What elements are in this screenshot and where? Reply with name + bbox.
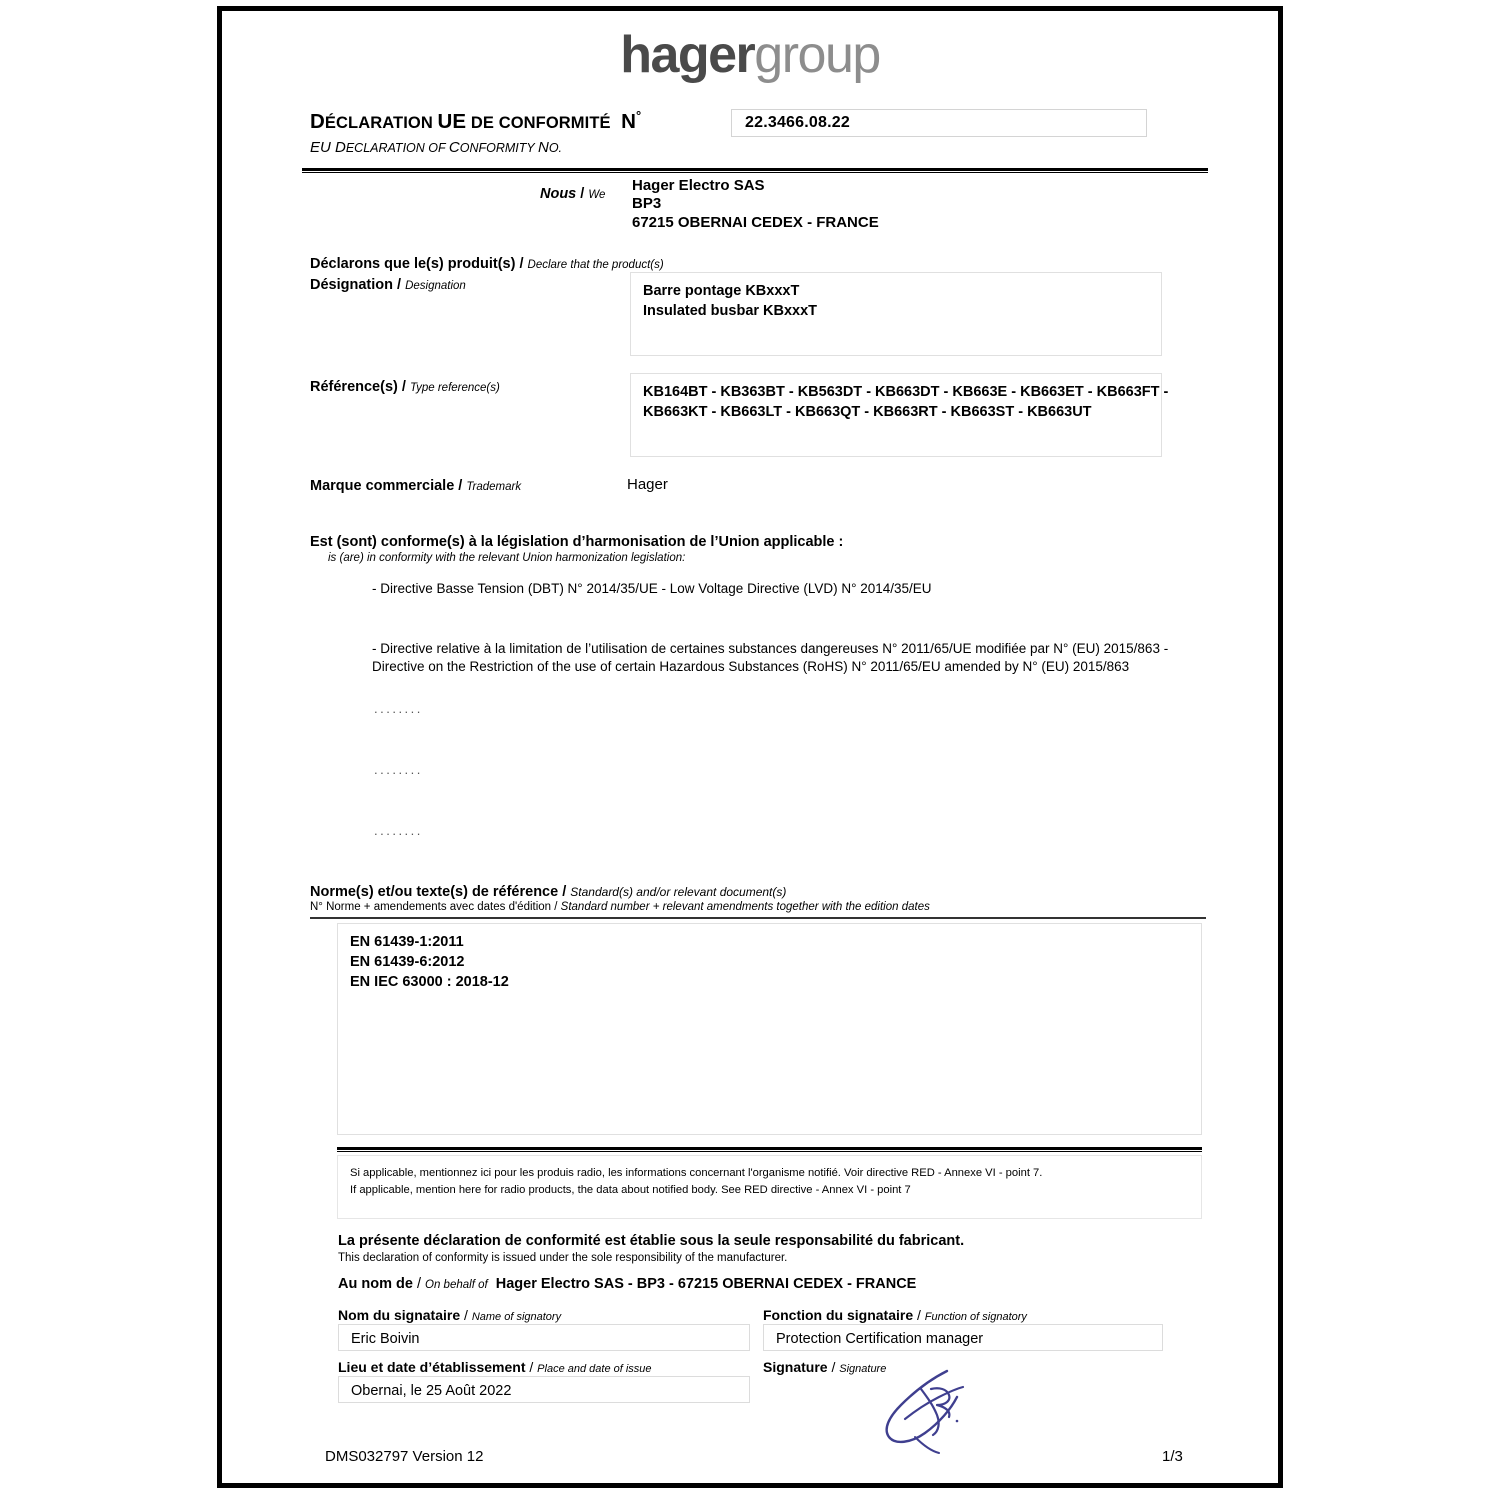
on-behalf-value: Hager Electro SAS - BP3 - 67215 OBERNAI CEDEX - FRANCE: [495, 1276, 917, 1292]
document-page: [217, 6, 1283, 1488]
label-designation-fr: Désignation: [310, 277, 393, 293]
directive-lvd-line: - Directive Basse Tension (DBT) N° 2014/35/UE - Low Voltage Directive (LVD) N° 2014/35/EU: [372, 581, 932, 596]
label-signature-en: Signature: [839, 1363, 887, 1375]
standards-subheading-en: Standard number + relevant amendments together with the edition dates: [560, 901, 930, 913]
label-place-date-en: Place and date of issue: [537, 1363, 652, 1375]
label-declare-products-en: Declare that the product(s): [527, 259, 664, 271]
manufacturer-address: [632, 177, 879, 232]
label-signatory-name-fr: Nom du signataire: [338, 1307, 461, 1323]
signatory-function-field[interactable]: [763, 1324, 1163, 1351]
standards-values: [350, 932, 509, 992]
standard-line: EN 61439-6:2012: [350, 954, 465, 970]
conformity-heading-en: is (are) in conformity with the relevant Union harmonization legislation:: [328, 552, 686, 564]
declaration-number-field[interactable]: [731, 109, 1147, 137]
manufacturer-address-line: Hager Electro SAS: [632, 177, 765, 194]
declaration-number-value: 22.3466.08.22: [745, 114, 850, 131]
directive-rohs-line: Directive on the Restriction of the use of certain Hazardous Substances (RoHS) N° 2011/65/EU amended by N° (EU) 2015/863: [372, 659, 1130, 674]
directive-placeholder-1: ........: [374, 701, 423, 716]
standards-heading: Norme(s) et/ou texte(s) de référence / Standard(s) and/or relevant document(s): [310, 884, 787, 900]
conformity-heading-fr: Est (sont) conforme(s) à la législation d’harmonisation de l’Union applicable :: [310, 534, 844, 550]
reference-line: KB663KT - KB663LT - KB663QT - KB663RT - KB663ST - KB663UT: [643, 404, 1092, 420]
label-designation-en: Designation: [405, 280, 466, 292]
notified-body-field[interactable]: [337, 1155, 1202, 1219]
footer-page-number: 1/3: [1162, 1448, 1183, 1465]
page-title-en: EU DECLARATION OF CONFORMITY NO.: [310, 139, 563, 156]
on-behalf-label-en: On behalf of: [425, 1279, 488, 1291]
label-reference-fr: Référence(s): [310, 379, 398, 395]
label-signatory-function-en: Function of signatory: [924, 1311, 1027, 1323]
responsibility-statement-fr: La présente déclaration de conformité est établie sous la seule responsabilité du fabricant.: [338, 1233, 965, 1249]
standard-line: EN 61439-1:2011: [350, 934, 464, 950]
standards-heading-fr: Norme(s) et/ou texte(s) de référence: [310, 884, 559, 900]
signatory-function-value: Protection Certification manager: [776, 1331, 984, 1347]
directive-lvd: [372, 580, 1212, 598]
reference-line: KB164BT - KB363BT - KB563DT - KB663DT - KB663E - KB663ET - KB663FT -: [643, 384, 1169, 400]
notified-body-note-en: If applicable, mention here for radio products, the data about notified body. See RED directive - Annex VI - point 7: [350, 1184, 911, 1196]
standards-heading-en: Standard(s) and/or relevant document(s): [570, 885, 787, 899]
label-trademark-fr: Marque commerciale: [310, 478, 455, 494]
designation-values: [643, 281, 817, 321]
manufacturer-address-line: 67215 OBERNAI CEDEX - FRANCE: [632, 213, 879, 231]
reference-values: [643, 382, 1168, 422]
hager-group-logo: [222, 26, 1278, 84]
place-date-field[interactable]: [338, 1376, 750, 1403]
directive-placeholder-2: ........: [374, 762, 423, 777]
designation-line: Insulated busbar KBxxxT: [643, 303, 818, 319]
label-designation: Désignation / Designation: [310, 277, 466, 293]
notified-body-note-fr: Si applicable, mentionnez ici pour les produis radio, les informations concernant l'organisme notifié. Voir directive RED - Annexe VI - point 7.: [350, 1167, 1043, 1179]
manufacturer-address-line: BP3: [632, 195, 662, 213]
signatory-name-value: Eric Boivin: [351, 1331, 420, 1347]
designation-line: Barre pontage KBxxxT: [643, 283, 800, 299]
label-signature: Signature / Signature: [763, 1359, 887, 1375]
label-signature-fr: Signature: [763, 1359, 828, 1375]
standards-divider: [310, 917, 1206, 919]
trademark-value: Hager: [627, 476, 668, 493]
label-reference: Référence(s) / Type reference(s): [310, 379, 500, 395]
page-title-fr: DÉCLARATION UE DE CONFORMITÉ N°: [310, 108, 642, 133]
label-place-date-fr: Lieu et date d’établissement: [338, 1359, 526, 1375]
reference-field[interactable]: [630, 373, 1169, 457]
standards-field[interactable]: [337, 923, 1202, 1135]
label-signatory-name: Nom du signataire / Name of signatory: [338, 1307, 562, 1323]
handwritten-signature: [875, 1359, 1005, 1469]
label-place-date: Lieu et date d’établissement / Place and date of issue: [338, 1359, 652, 1375]
on-behalf-row: Au nom de / On behalf of Hager Electro SAS - BP3 - 67215 OBERNAI CEDEX - FRANCE: [338, 1276, 917, 1292]
label-declare-products: Déclarons que le(s) produit(s) / Declare that the product(s): [310, 256, 664, 272]
label-declare-products-fr: Déclarons que le(s) produit(s): [310, 256, 516, 272]
signatory-name-field[interactable]: [338, 1324, 750, 1351]
responsibility-statement-en: This declaration of conformity is issued under the sole responsibility of the manufacturer.: [338, 1252, 788, 1264]
label-trademark: Marque commerciale / Trademark: [310, 478, 522, 494]
footer-document-id: DMS032797 Version 12: [325, 1448, 484, 1465]
notified-body-note: [350, 1165, 1042, 1199]
designation-field[interactable]: [630, 272, 1162, 356]
label-signatory-function-fr: Fonction du signataire: [763, 1307, 914, 1323]
standards-subheading: [310, 901, 930, 913]
logo-text-group: group: [754, 26, 880, 84]
directive-rohs: [372, 640, 1252, 676]
notified-body-divider: [337, 1147, 1202, 1152]
standards-subheading-fr: N° Norme + amendements avec dates d'édition /: [310, 901, 561, 913]
label-signatory-function: Fonction du signataire / Function of signatory: [763, 1307, 1027, 1323]
title-divider: [302, 168, 1208, 173]
label-signatory-name-en: Name of signatory: [471, 1311, 562, 1323]
label-trademark-en: Trademark: [466, 481, 522, 493]
on-behalf-label-fr: Au nom de: [338, 1276, 413, 1292]
label-reference-en: Type reference(s): [409, 382, 500, 394]
directive-placeholder-3: ........: [374, 823, 423, 838]
logo-text-hager: hager: [620, 26, 755, 84]
directive-rohs-line: - Directive relative à la limitation de l’utilisation de certaines substances dangereuses N° 2011/65/UE modifiée par N° (EU) 2015/863 -: [372, 641, 1169, 656]
place-date-value: Obernai, le 25 Août 2022: [351, 1383, 512, 1399]
label-nous: Nous / We: [540, 186, 606, 202]
standard-line: EN IEC 63000 : 2018-12: [350, 974, 509, 990]
